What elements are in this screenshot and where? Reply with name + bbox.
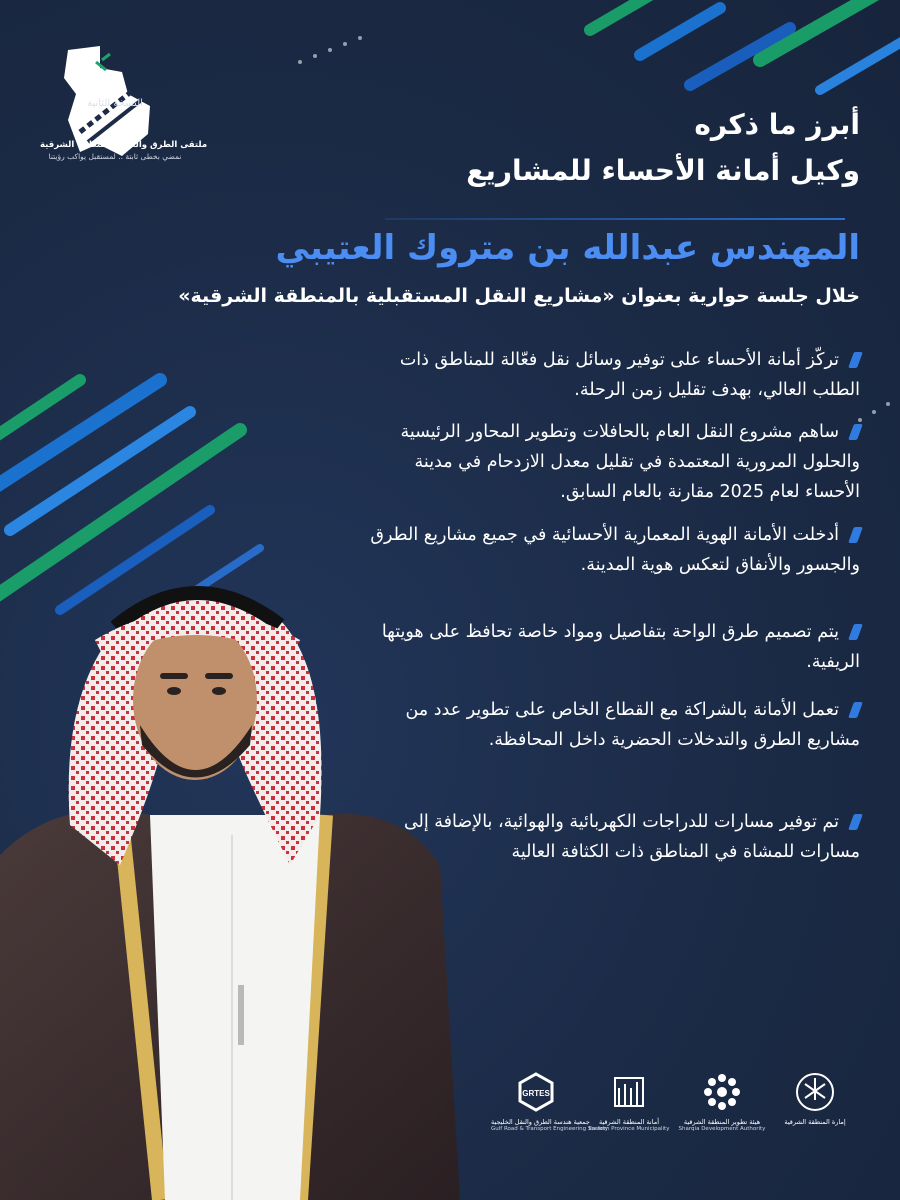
forum-logo-text (40, 98, 208, 161)
edition-label: النسخة الثانية (87, 98, 143, 109)
municipality-emblem-icon (607, 1070, 651, 1114)
speaker-portrait (0, 565, 460, 1200)
heading-line-2: وكيل أمانة الأحساء للمشاريع (466, 154, 860, 187)
partner-eastern-emirate: إمارة المنطقة الشرقية (770, 1070, 860, 1150)
forum-name: ملتقى الطرق والنقل بالمنطقة الشرقية (40, 140, 208, 150)
key-point: يتم تصميم طرق الواحة بتفاصيل ومواد خاصة تحافظ على هويتها الريفية. (370, 617, 860, 677)
key-point: تعمل الأمانة بالشراكة مع القطاع الخاص على تطوير عدد من مشاريع الطرق والتدخلات الحضرية داخل المحافظة. (370, 695, 860, 755)
speaker-name: المهندس عبدالله بن متروك العتيبي (275, 228, 860, 268)
partner-sharqia-development: هيئة تطوير المنطقة الشرقية Sharqia Development Authority (677, 1070, 767, 1150)
partner-logos (490, 1070, 860, 1150)
emirate-emblem-icon (793, 1070, 837, 1114)
key-point: أدخلت الأمانة الهوية المعمارية الأحسائية في جميع مشاريع الطرق والجسور والأنفاق لتعكس هوية المدينة. (370, 520, 860, 580)
key-point: تم توفير مسارات للدراجات الكهربائية والهوائية، بالإضافة إلى مسارات للمشاة في المناطق ذات الكثافة العالية (370, 807, 860, 867)
grtes-logo-icon (514, 1070, 558, 1114)
svg-text:GRTES: GRTES (522, 1089, 550, 1098)
forum-tagline: نمضي بخطى ثابتة .. لمستقبل يواكب رؤيتنا (48, 152, 182, 161)
page-heading (300, 102, 860, 194)
key-point: ساهم مشروع النقل العام بالحافلات وتطوير المحاور الرئيسية والحلول المرورية المعتمدة في تقليل معدل الازدحام في مدينة الأحساء لعام 2025 مقارنة بالعام السابق. (370, 417, 860, 507)
partner-grtes: GRTES جمعية هندسة الطرق والنقل الخليجية Gulf Road & Transport Engineering Society (491, 1070, 581, 1150)
sharqia-authority-icon (700, 1070, 744, 1114)
key-point: تركّز أمانة الأحساء على توفير وسائل نقل فعّالة للمناطق ذات الطلب العالي، بهدف تقليل زمن الرحلة. (370, 345, 860, 405)
session-title: خلال جلسة حوارية بعنوان «مشاريع النقل المستقبلية بالمنطقة الشرقية» (178, 285, 860, 307)
heading-line-1: أبرز ما ذكره (694, 108, 860, 141)
heading-divider (385, 218, 845, 220)
partner-eastern-municipality: أمانة المنطقة الشرقية Eastern Province Municipality (584, 1070, 674, 1150)
